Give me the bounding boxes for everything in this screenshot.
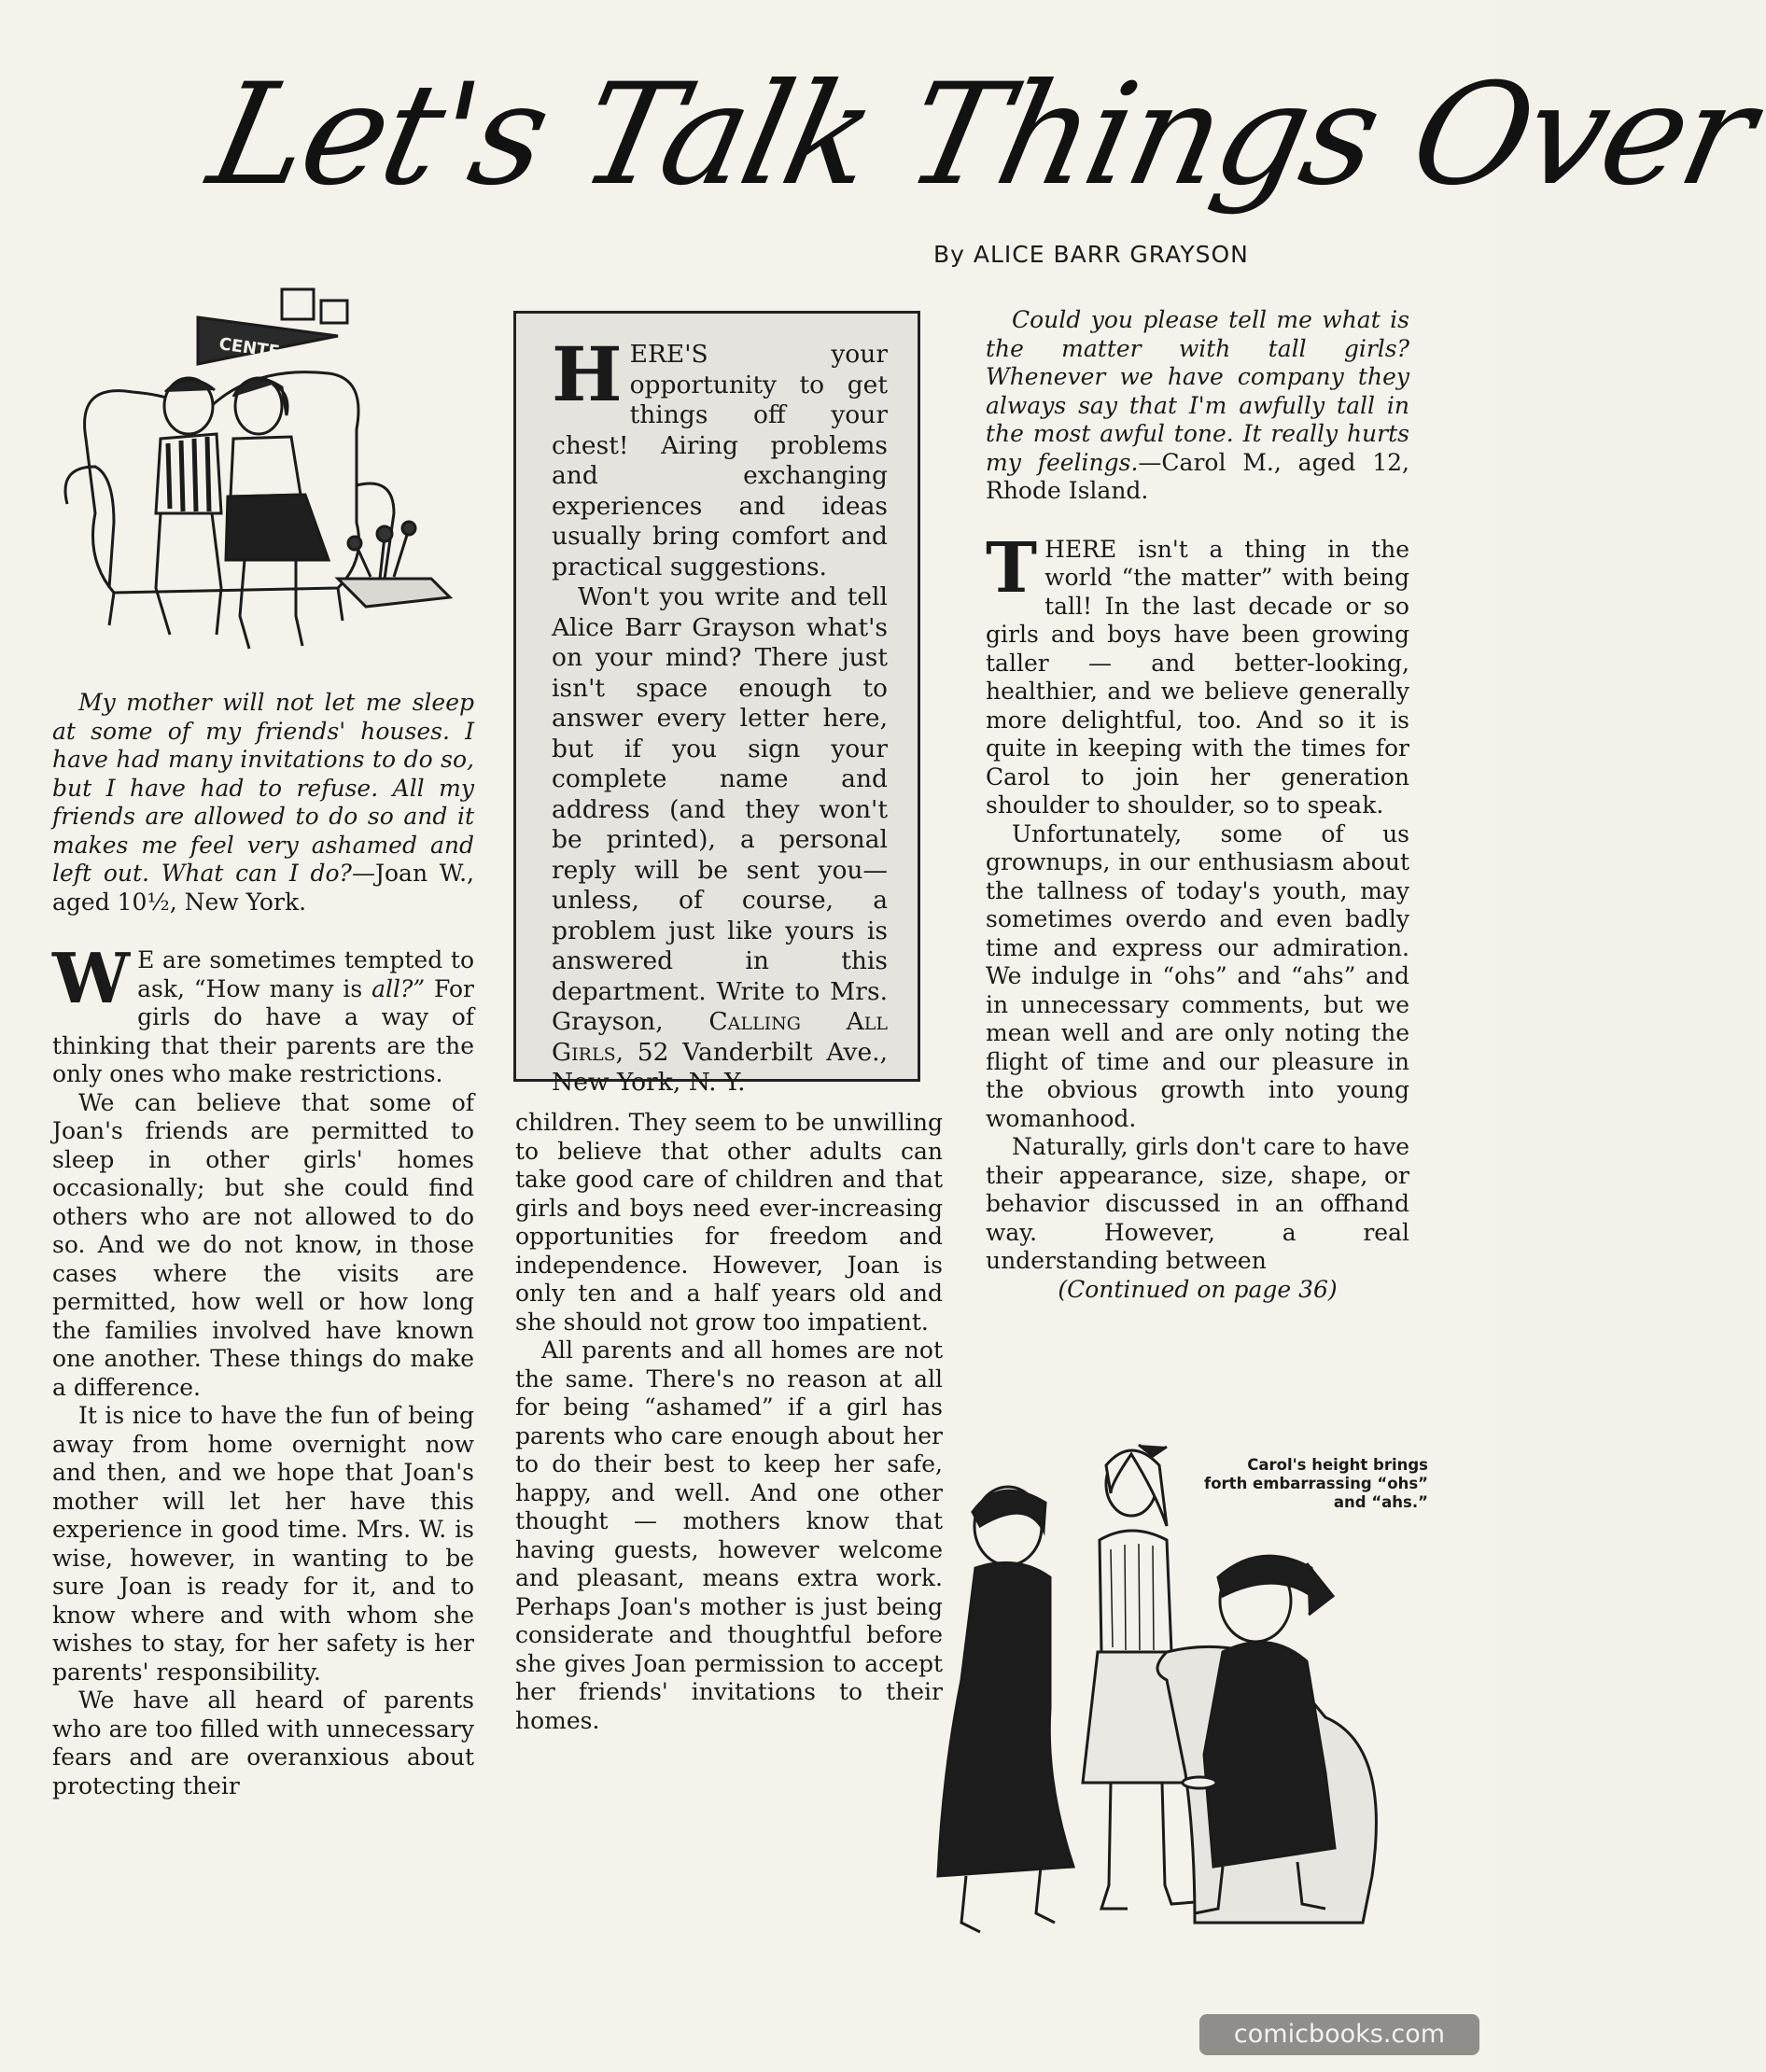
letter-text: Could you please tell me what is the matter with tall girls? Whenever we have company they always say that I'm awfully tall in the most awful tone. It really hurts my feelings. xyxy=(986,306,1409,476)
drop-cap: H xyxy=(552,330,623,418)
box-text: Won't you write and tell Alice Barr Grayson what's on your mind? There just isn't space enough to answer every letter here, but if you sign your complete name and address (and they won't be printed), a personal reply will be sent you—unless, of course, a problem just like yours is answered in this department. Write to Mrs. Grayson, xyxy=(552,582,888,1036)
letter-signature: Joan W., aged 10½, New York. xyxy=(52,860,474,916)
illustration-caption: Carol's height brings forth embarrassing “ohs” and “ahs.” xyxy=(1204,1456,1428,1511)
magazine-name: Calling All Girls xyxy=(552,1007,888,1067)
reply-text-rest: For girls do have a way of thinking that their parents are the only ones who make restrictions. xyxy=(52,974,474,1087)
reply-paragraph: We can believe that some of Joan's friends are permitted to sleep in other girls' homes occasionally; but she could find others who are not allowed to do so. And we do not know, in those cases where the visits are permitted, how well or how long the families involved have known one another. These things do make a difference. xyxy=(52,1088,474,1401)
box-paragraph xyxy=(552,582,888,1099)
reply-paragraph xyxy=(52,939,474,1089)
two-girls-sofa-illustration xyxy=(58,280,469,672)
letter-text: My mother will not let me sleep at some of my friends' houses. I have had many invitations to do so, but I have had to refuse. All my friends are allowed to do so and it makes me feel very ashamed and left out. What can I do?— xyxy=(52,689,474,887)
reply-paragraph: Unfortunately, some of us grownups, in our enthusiasm about the tallness of today's youth, may sometimes overdo and even badly time and express our admiration. We indulge in “ohs” and “ahs” and in unnecessary comments, but we mean well and are only noting the flight of time and our pleasure in the obvious growth into young womanhood. xyxy=(986,819,1409,1132)
box-text: ERE'S your opportunity to get things off your chest! Airing problems and exchanging experiences and ideas usually bring comfort and practical suggestions. xyxy=(552,340,888,581)
page-title: Let's Talk Things Over xyxy=(197,54,1766,217)
letter-signature: —Carol M., aged 12, Rhode Island. xyxy=(986,448,1410,504)
box-paragraph xyxy=(552,330,888,582)
reply-paragraph: We have all heard of parents who are too filled with unnecessary fears and are overanxious about protecting their xyxy=(52,1687,474,1799)
tall-girl-illustration xyxy=(887,1437,1409,1960)
column-1 xyxy=(52,689,474,1800)
reader-letter-carol xyxy=(986,306,1409,506)
reply-text: HERE isn't a thing in the world “the matter” with being tall! In the last decade or so girls and boys have been growing taller — and better-looking, healthier, and we believe generally more delightful, too. And so it is quite in keeping with the times for Carol to join her generation shoulder to shoulder, so to speak. xyxy=(986,535,1409,819)
reply-paragraph: Naturally, girls don't care to have their appearance, size, shape, or behavior discussed in an offhand way. However, a real understanding between xyxy=(986,1133,1409,1274)
pennant-text: CENTE xyxy=(217,334,281,363)
reply-text: All parents and all homes are not the same. There's no reason at all for being “ashamed” if a girl has parents who care enough about her to do their best to keep her safe, happy, and well. And one other thought — mothers know that having guests, however welcome and pleasant, means extra work. Perhaps Joan's mother is just being considerate and thoughtful before she gives Joan permission to accept her friends' invitations to their homes. xyxy=(515,1337,943,1734)
reply-italic: all?” xyxy=(371,974,426,1002)
reply-text: E are sometimes tempted to ask, “How many is xyxy=(137,946,474,1002)
drop-cap: T xyxy=(986,527,1038,609)
reader-letter-joan xyxy=(52,689,474,917)
continued-note: (Continued on page 36) xyxy=(1058,1275,1338,1303)
column-3 xyxy=(986,306,1409,1304)
byline: By ALICE BARR GRAYSON xyxy=(933,241,1249,268)
drop-cap: W xyxy=(52,939,131,1019)
reply-paragraph: It is nice to have the fun of being away from home overnight now and then, and we hope that Joan's mother will let her have this experience in good time. Mrs. W. is wise, however, in wanting to be sure Joan is ready for it, and to know where and with whom she wishes to stay, for her safety is her parents' responsibility. xyxy=(52,1402,474,1686)
reply-paragraph xyxy=(986,527,1409,820)
invitation-box xyxy=(513,311,920,1097)
reply-paragraph xyxy=(515,1337,943,1735)
reply-paragraph: children. They seem to be unwilling to believe that other adults can take good care of children and that girls and boys need ever-increasing opportunities for freedom and independence. However, Joan is only ten and a half years old and she should not grow too impatient. xyxy=(515,1109,943,1336)
box-address: , 52 Vanderbilt Ave., New York, N. Y. xyxy=(552,1037,888,1097)
watermark: comicbooks.com xyxy=(1199,2014,1479,2055)
column-2 xyxy=(515,1109,943,1735)
